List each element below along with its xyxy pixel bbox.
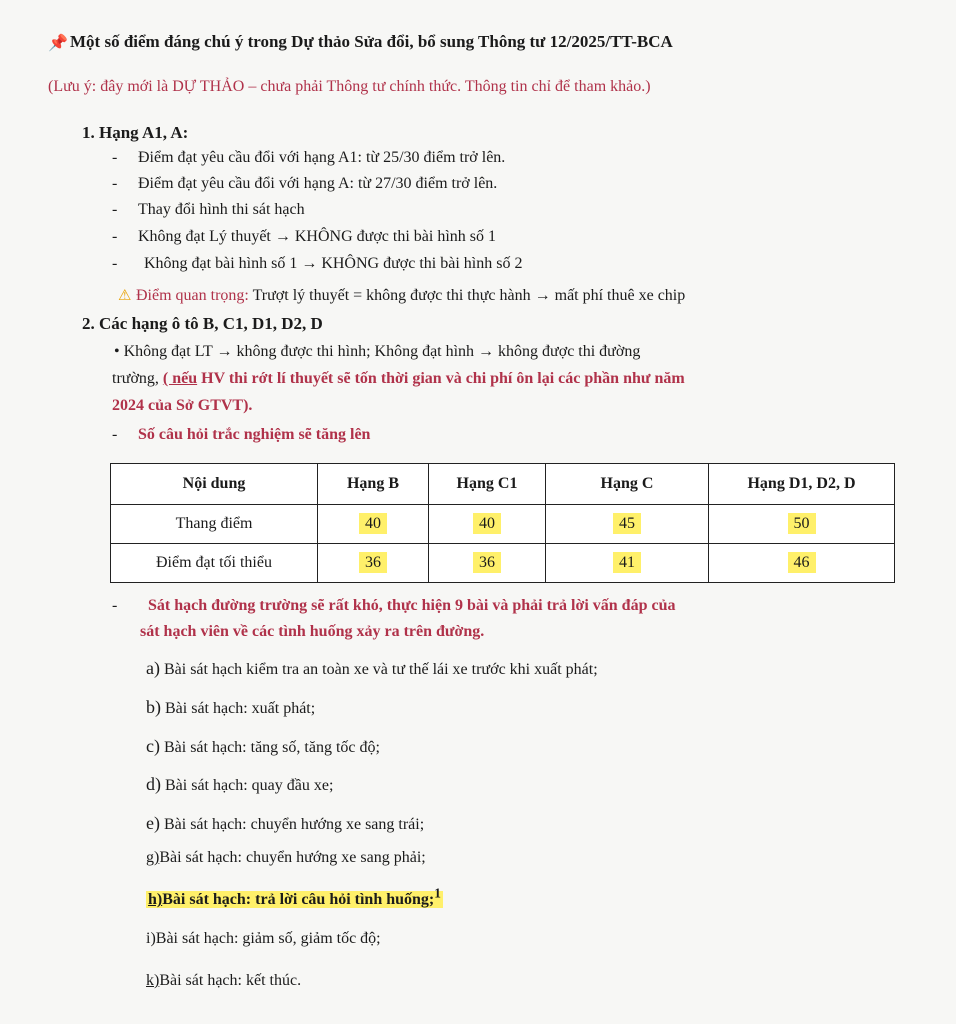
road-test-line2: sát hạch viên về các tình huống xảy ra trên đường. bbox=[140, 623, 485, 640]
table-header: Nội dung bbox=[111, 464, 318, 505]
section1-heading: 1. Hạng A1, A: bbox=[82, 123, 189, 142]
test-item: b) Bài sát hạch: xuất phát; bbox=[146, 697, 316, 717]
test-item: c) Bài sát hạch: tăng số, tăng tốc độ; bbox=[146, 736, 380, 756]
table-cell: 36 bbox=[318, 544, 429, 583]
section1-bullet: - Điểm đạt yêu cầu đổi với hạng A: từ 27/30 điểm trở lên. bbox=[112, 175, 498, 192]
table-header: Hạng C bbox=[546, 464, 709, 505]
pushpin-icon: 📌 bbox=[48, 35, 68, 52]
test-item: d) Bài sát hạch: quay đầu xe; bbox=[146, 774, 334, 794]
test-item: k)Bài sát hạch: kết thúc. bbox=[146, 972, 302, 989]
row-label: Điểm đạt tối thiểu bbox=[111, 544, 318, 583]
table-cell: 36 bbox=[429, 544, 546, 583]
section1-bullet: - Thay đổi hình thi sát hạch bbox=[112, 201, 305, 218]
title-text: Một số điểm đáng chú ý trong Dự thảo Sửa đổi, bổ sung Thông tư 12/2025/TT-BCA bbox=[70, 32, 673, 51]
section2-para-line3: 2024 của Sở GTVT). bbox=[112, 397, 253, 414]
document-title bbox=[48, 32, 928, 53]
table-cell: 46 bbox=[709, 544, 895, 583]
warning-icon: ⚠ bbox=[118, 288, 132, 304]
road-test-line1: - Sát hạch đường trường sẽ rất khó, thực hiện 9 bài và phải trả lời vấn đáp của bbox=[112, 597, 676, 614]
test-item-highlighted: h)Bài sát hạch: trả lời câu hỏi tình huống;$^1$ bbox=[148, 886, 441, 909]
test-item: i)Bài sát hạch: giảm số, giảm tốc độ; bbox=[146, 930, 381, 947]
question-note: - Số câu hỏi trắc nghiệm sẽ tăng lên bbox=[112, 426, 371, 443]
section1-bullet: - Không đạt bài hình số 1 → KHÔNG được thi bài hình số 2 bbox=[112, 255, 523, 272]
table-row bbox=[111, 505, 895, 544]
table-header: Hạng C1 bbox=[429, 464, 546, 505]
test-item: e) Bài sát hạch: chuyển hướng xe sang trái; bbox=[146, 813, 425, 833]
table-header-row bbox=[111, 464, 895, 505]
score-table bbox=[110, 463, 895, 583]
table-header: Hạng B bbox=[318, 464, 429, 505]
table-cell: 45 bbox=[546, 505, 709, 544]
table-cell: 40 bbox=[318, 505, 429, 544]
test-item: g)Bài sát hạch: chuyển hướng xe sang phải; bbox=[146, 849, 426, 866]
section1-bullet: - Không đạt Lý thuyết → KHÔNG được thi bài hình số 1 bbox=[112, 228, 496, 245]
section1-bullet: - Điểm đạt yêu cầu đổi với hạng A1: từ 25/30 điểm trở lên. bbox=[112, 149, 506, 166]
table-cell: 50 bbox=[709, 505, 895, 544]
table-cell: 41 bbox=[546, 544, 709, 583]
important-text: Trượt lý thuyết = không được thi thực hành → mất phí thuê xe chip bbox=[252, 287, 686, 304]
table-row bbox=[111, 544, 895, 583]
table-cell: 40 bbox=[429, 505, 546, 544]
section2-heading: 2. Các hạng ô tô B, C1, D1, D2, D bbox=[82, 314, 323, 333]
table-header: Hạng D1, D2, D bbox=[709, 464, 895, 505]
section2-para-line1: • Không đạt LT → không được thi hình; Không đạt hình → không được thi đường bbox=[114, 343, 641, 360]
test-item: a) Bài sát hạch kiểm tra an toàn xe và tư thế lái xe trước khi xuất phát; bbox=[146, 658, 598, 678]
important-label: Điểm quan trọng: bbox=[136, 287, 249, 304]
section2-para-line2: trường, ( nếu HV thi rớt lí thuyết sẽ tốn thời gian và chi phí ôn lại các phần như năm bbox=[112, 370, 685, 387]
row-label: Thang điểm bbox=[111, 505, 318, 544]
draft-note: (Lưu ý: đây mới là DỰ THẢO – chưa phải Thông tư chính thức. Thông tin chỉ để tham khảo.) bbox=[48, 78, 651, 95]
important-point bbox=[118, 286, 685, 305]
